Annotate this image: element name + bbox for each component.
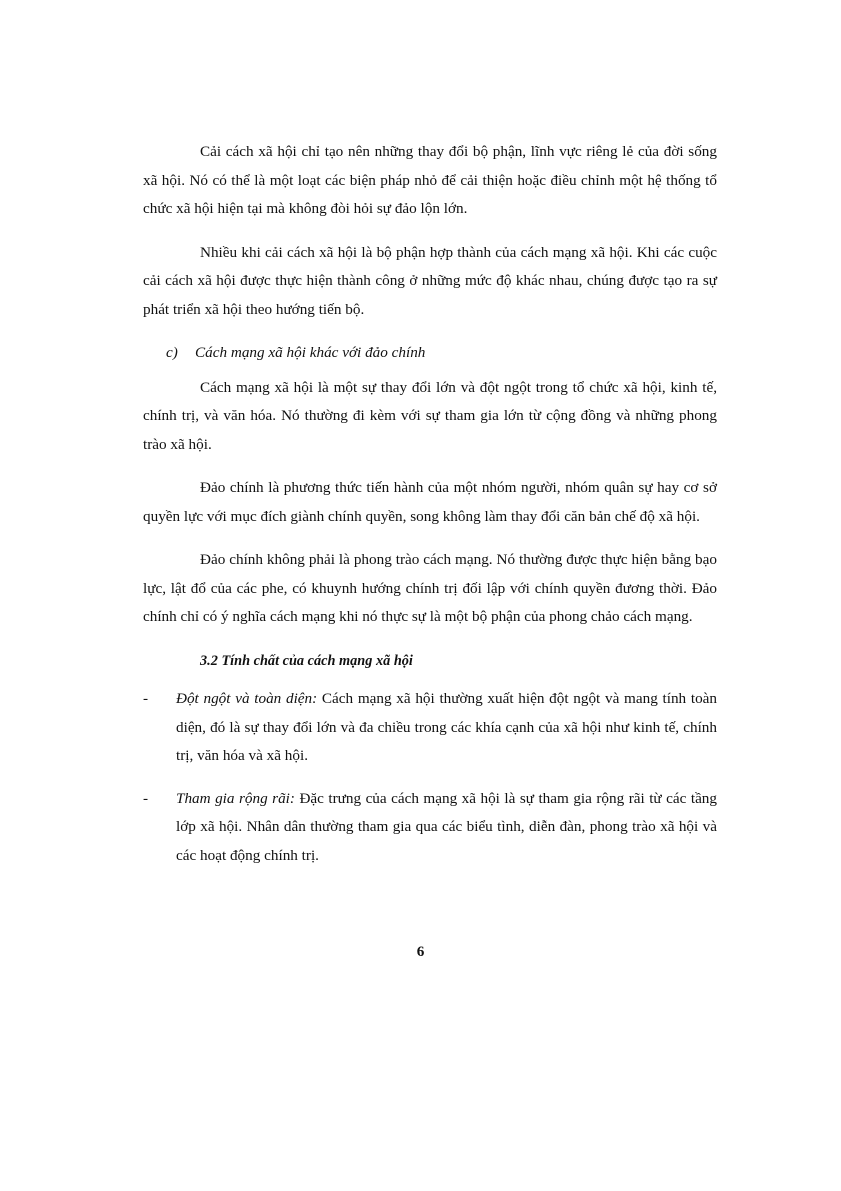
section-title: 3.2 Tính chất của cách mạng xã hội (200, 652, 413, 669)
paragraph-coup-not-revolution: Đảo chính không phải là phong trào cách mạng. Nó thường được thực hiện bằng bạo lực, lật đổ của các phe, có khuynh hướng chính trị đối lập với chính quyền đương thời. Đảo chính chỉ có ý nghĩa cách mạng khi nó thực sự là một bộ phận của phong chảo cách mạng. (143, 551, 717, 625)
subheading-number: c) (166, 344, 178, 361)
bullet-lead: Đột ngột và toàn diện: (176, 690, 318, 707)
list-item (143, 685, 717, 771)
subheading-revolution-vs-coup (143, 339, 717, 368)
paragraph-revolution-definition: Cách mạng xã hội là một sự thay đổi lớn và đột ngột trong tổ chức xã hội, kinh tế, chính trị, và văn hóa. Nó thường đi kèm với sự tham gia lớn từ cộng đồng và những phong trào xã hội. (143, 378, 717, 453)
paragraph-reform-part-of-revolution: Nhiều khi cải cách xã hội là bộ phận hợp thành của cách mạng xã hội. Khi các cuộc cải cách xã hội được thực hiện thành công ở những mức độ khác nhau, chúng được tạo ra sự phát triển xã hội theo hướng tiến bộ. (143, 243, 717, 318)
bullet-text: Đặc trưng của cách mạng xã hội là sự tham gia rộng rãi từ các tầng lớp xã hội. Nhân dân thường tham gia qua các biểu tình, diễn đàn, phong trào xã hội và các hoạt động chính trị. (176, 789, 717, 864)
page-number: 6 (416, 943, 425, 960)
bullet-lead: Tham gia rộng rãi: (176, 789, 295, 807)
bullet-dash: - (143, 690, 149, 707)
paragraph-coup-definition: Đảo chính là phương thức tiến hành của một nhóm người, nhóm quân sự hay cơ sở quyền lực với mục đích giành chính quyền, song không làm thay đổi căn bản chế độ xã hội. (143, 479, 717, 525)
subheading-text: Cách mạng xã hội khác với đảo chính (195, 344, 426, 361)
list-item (143, 785, 717, 871)
page-body (143, 138, 717, 884)
paragraph-reform-partial: Cải cách xã hội chỉ tạo nên những thay đổi bộ phận, lĩnh vực riêng lẻ của đời sống xã hội. Nó có thể là một loạt các biện pháp nhỏ để cải thiện hoặc điều chỉnh một hệ thống tổ chức xã hội hiện tại mà không đòi hỏi sự đảo lộn lớn. (143, 143, 717, 217)
bullet-text: Cách mạng xã hội thường xuất hiện đột ngột và mang tính toàn diện, đó là sự thay đổi lớn và đa chiều trong các khía cạnh của xã hội như kinh tế, chính trị, văn hóa và xã hội. (176, 690, 717, 764)
bullet-dash: - (143, 789, 149, 807)
